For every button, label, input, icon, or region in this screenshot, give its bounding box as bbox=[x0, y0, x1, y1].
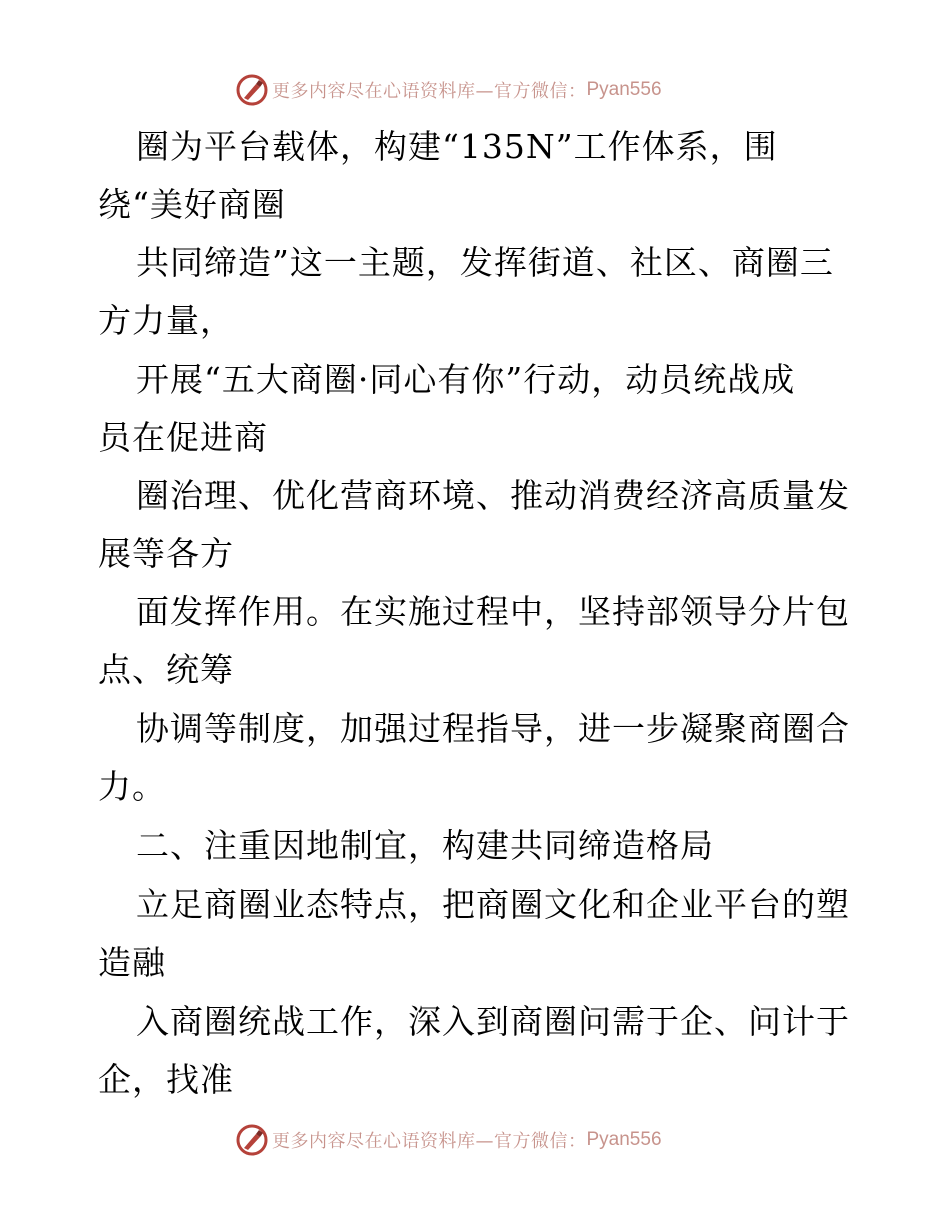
text-line: 方力量， bbox=[98, 301, 234, 340]
text-line: 圈为平台载体，构建“135N”工作体系，围 bbox=[136, 127, 778, 166]
watermark-text: 更多内容尽在心语资料库—官方微信： bbox=[272, 1131, 587, 1152]
paragraph bbox=[98, 234, 858, 350]
paragraph bbox=[98, 118, 858, 234]
text-line: 入商圈统战工作，深入到商圈问需于企、问计于 bbox=[136, 1002, 850, 1041]
header-watermark bbox=[236, 73, 662, 107]
footer-watermark bbox=[236, 1123, 662, 1157]
text-line: 圈治理、优化营商环境、推动消费经济高质量发 bbox=[136, 476, 850, 515]
text-line: 企，找准 bbox=[98, 1060, 234, 1099]
pen-logo-icon bbox=[236, 74, 268, 106]
text-line: 开展“五大商圈·同心有你”行动，动员统战成 bbox=[136, 360, 796, 399]
text-line: 绕“美好商圈 bbox=[98, 185, 286, 224]
section-heading bbox=[98, 817, 858, 875]
watermark-wechat-id: Pyan556 bbox=[586, 1129, 662, 1150]
paragraph bbox=[98, 467, 858, 583]
paragraph bbox=[98, 876, 858, 992]
paragraph bbox=[98, 583, 858, 699]
watermark-wechat-id: Pyan556 bbox=[586, 79, 662, 100]
text-line: 协调等制度，加强过程指导，进一步凝聚商圈合 bbox=[136, 709, 850, 748]
text-line: 员在促进商 bbox=[98, 418, 268, 457]
text-line: 展等各方 bbox=[98, 534, 234, 573]
text-line: 共同缔造”这一主题，发挥街道、社区、商圈三 bbox=[136, 243, 834, 282]
text-line: 造融 bbox=[98, 943, 166, 982]
paragraph bbox=[98, 993, 858, 1109]
paragraph bbox=[98, 351, 858, 467]
watermark-text: 更多内容尽在心语资料库—官方微信： bbox=[272, 81, 587, 102]
paragraph bbox=[98, 700, 858, 816]
text-line: 立足商圈业态特点，把商圈文化和企业平台的塑 bbox=[136, 885, 850, 924]
text-line: 力。 bbox=[98, 767, 166, 806]
text-line: 点、统筹 bbox=[98, 650, 234, 689]
pen-logo-icon bbox=[236, 1124, 268, 1156]
text-line: 二、注重因地制宜，构建共同缔造格局 bbox=[136, 826, 714, 865]
text-line: 面发挥作用。在实施过程中，坚持部领导分片包 bbox=[136, 592, 850, 631]
